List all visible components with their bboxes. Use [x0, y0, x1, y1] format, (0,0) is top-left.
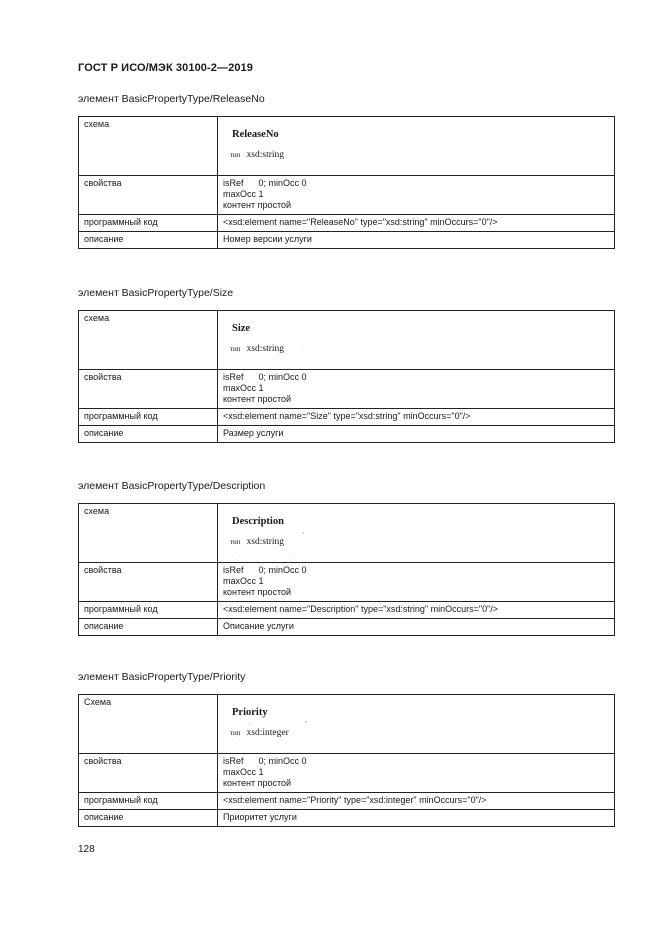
schema-row	[79, 117, 615, 176]
code-label: программный код	[79, 793, 218, 810]
properties-label: свойства	[79, 176, 218, 215]
description-row	[79, 619, 615, 636]
property-line: контент простой	[223, 200, 292, 210]
code-cell: <xsd:element name="Description" type="xsd:string" minOccurs="0"/>	[218, 602, 615, 619]
type-value: xsd:string	[246, 537, 285, 547]
schema-element-name: Priority	[232, 707, 268, 718]
page-number: 128	[78, 844, 95, 855]
property-line: maxOcc 1	[223, 383, 264, 393]
diagram-dot-mark: °	[305, 721, 307, 727]
schema-element-name: Size	[232, 323, 251, 334]
property-line: isRef 0; minOcc 0	[223, 565, 307, 575]
description-cell: Размер услуги	[218, 426, 615, 443]
property-line: maxOcc 1	[223, 767, 264, 777]
code-label: программный код	[79, 409, 218, 426]
description-label: описание	[79, 810, 218, 827]
element-table	[78, 694, 615, 827]
description-label: описание	[79, 426, 218, 443]
properties-cell	[218, 563, 615, 602]
element-table	[78, 116, 615, 249]
property-line: isRef 0; minOcc 0	[223, 178, 307, 188]
schema-row	[79, 311, 615, 370]
diagram-dot-mark: ·	[293, 550, 295, 556]
schema-label: схема	[79, 504, 218, 563]
type-keyword: тип	[230, 345, 241, 353]
schema-diagram	[223, 697, 609, 750]
schema-label: Схема	[79, 695, 218, 754]
type-value: xsd:string	[246, 150, 285, 160]
description-row	[79, 426, 615, 443]
description-cell: Приоритет услуги	[218, 810, 615, 827]
properties-cell	[218, 370, 615, 409]
schema-element-name: Description	[232, 516, 284, 527]
properties-label: свойства	[79, 563, 218, 602]
property-line: isRef 0; minOcc 0	[223, 756, 307, 766]
element-table	[78, 503, 615, 636]
properties-cell	[218, 754, 615, 793]
schema-row	[79, 504, 615, 563]
code-cell: <xsd:element name="ReleaseNo" type="xsd:string" minOccurs="0"/>	[218, 215, 615, 232]
description-row	[79, 810, 615, 827]
schema-diagram	[223, 313, 609, 366]
properties-row	[79, 370, 615, 409]
description-label: описание	[79, 619, 218, 636]
properties-row	[79, 176, 615, 215]
schema-diagram	[223, 119, 609, 172]
schema-label: схема	[79, 311, 218, 370]
document-header: ГОСТ Р ИСО/МЭК 30100-2—2019	[78, 62, 253, 74]
property-line: контент простой	[223, 587, 292, 597]
code-row	[79, 602, 615, 619]
type-keyword: тип	[230, 151, 241, 159]
schema-cell	[218, 695, 615, 754]
schema-diagram	[223, 506, 609, 559]
diagram-dot-mark: ·	[235, 741, 237, 747]
schema-element-name: ReleaseNo	[232, 129, 279, 140]
description-cell: Описание услуги	[218, 619, 615, 636]
element-title: элемент BasicPropertyType/Size	[78, 287, 234, 299]
properties-row	[79, 563, 615, 602]
type-keyword: тип	[230, 729, 241, 737]
schema-cell	[218, 117, 615, 176]
diagram-dot-mark: ·	[248, 721, 250, 727]
code-row	[79, 409, 615, 426]
property-line: maxOcc 1	[223, 576, 264, 586]
schema-label: схема	[79, 117, 218, 176]
properties-row	[79, 754, 615, 793]
schema-type	[230, 150, 284, 161]
code-label: программный код	[79, 602, 218, 619]
schema-type	[230, 728, 289, 739]
code-cell: <xsd:element name="Size" type="xsd:string" minOccurs="0"/>	[218, 409, 615, 426]
description-label: описание	[79, 232, 218, 249]
element-title: элемент BasicPropertyType/Description	[78, 480, 266, 492]
property-line: maxOcc 1	[223, 189, 264, 199]
code-row	[79, 793, 615, 810]
element-table	[78, 310, 615, 443]
type-value: xsd:integer	[246, 728, 289, 738]
schema-type	[230, 344, 284, 355]
type-value: xsd:string	[246, 344, 285, 354]
diagram-dot-mark: ·	[302, 348, 304, 354]
type-keyword: тип	[230, 538, 241, 546]
code-row	[79, 215, 615, 232]
property-line: контент простой	[223, 778, 292, 788]
property-line: контент простой	[223, 394, 292, 404]
property-line: isRef 0; minOcc 0	[223, 372, 307, 382]
schema-type	[230, 537, 284, 548]
properties-cell	[218, 176, 615, 215]
schema-cell	[218, 504, 615, 563]
code-label: программный код	[79, 215, 218, 232]
schema-cell	[218, 311, 615, 370]
description-row	[79, 232, 615, 249]
element-title: элемент BasicPropertyType/Priority	[78, 671, 246, 683]
properties-label: свойства	[79, 370, 218, 409]
diagram-dot-mark: ·	[235, 550, 237, 556]
diagram-dot-mark: °	[302, 532, 304, 538]
schema-row	[79, 695, 615, 754]
element-title: элемент BasicPropertyType/ReleaseNo	[78, 93, 265, 105]
properties-label: свойства	[79, 754, 218, 793]
description-cell: Номер версии услуги	[218, 232, 615, 249]
code-cell: <xsd:element name="Priority" type="xsd:integer" minOccurs="0"/>	[218, 793, 615, 810]
